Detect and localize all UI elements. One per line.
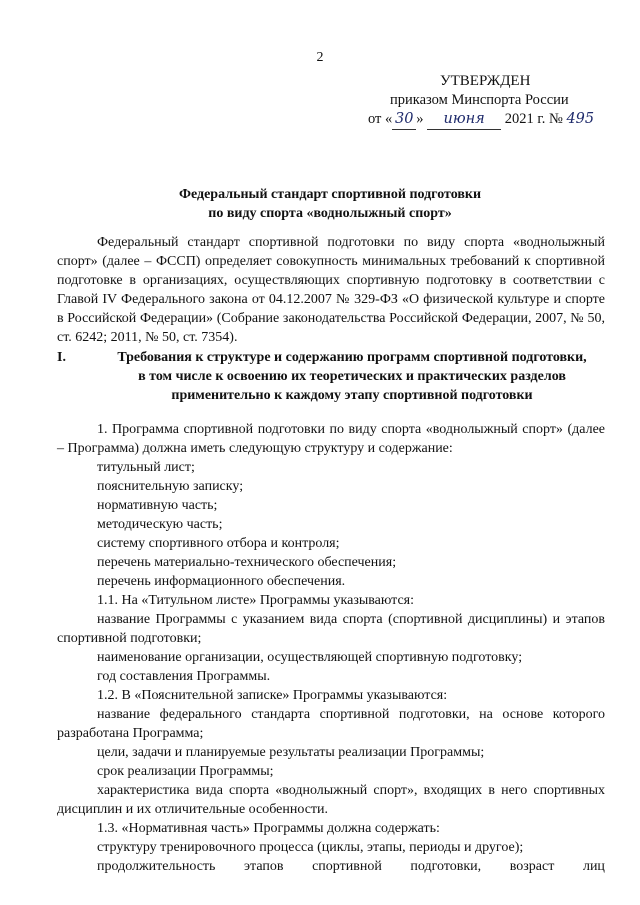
title-line-1: Федеральный стандарт спортивной подготовки (178, 187, 482, 202)
paragraph-1-1-b: наименование организации, осуществляющей спортивную подготовку; (97, 650, 523, 665)
paragraph-1-2: 1.2. В «Пояснительной записке» Программы указываются: (97, 688, 448, 703)
date-prefix: от « (368, 111, 393, 127)
word: этапов (244, 859, 284, 874)
section-title-line-3: применительно к каждому этапу спортивной подготовки (171, 388, 533, 403)
paragraph-1-3-b (57, 857, 605, 876)
structure-item: перечень материально-технического обеспечения; (97, 555, 397, 570)
title-line-2: по виду спорта «воднолыжный спорт» (208, 206, 452, 221)
structure-item: пояснительную записку; (97, 479, 244, 494)
structure-item: систему спортивного отбора и контроля; (97, 536, 340, 551)
date-year: 2021 г. № (504, 111, 563, 127)
word: подготовки, (410, 859, 482, 874)
word: лиц (582, 859, 605, 874)
document-title (60, 185, 600, 223)
structure-item: нормативную часть; (97, 498, 218, 513)
handwritten-month: июня (427, 110, 501, 130)
paragraph-1-3-a: структуру тренировочного процесса (циклы, этапы, периоды и другое); (97, 840, 524, 855)
paragraph-1-3: 1.3. «Нормативная часть» Программы должна содержать: (97, 821, 440, 836)
date-mid: » (416, 111, 424, 127)
approval-block (360, 72, 600, 130)
paragraph-1-1: 1.1. На «Титульном листе» Программы указываются: (97, 593, 414, 608)
approval-order: приказом Минспорта России (390, 92, 569, 108)
structure-item: методическую часть; (97, 517, 223, 532)
paragraph-1-1-a: название Программы с указанием вида спорта (спортивной дисциплины) и этапов спортивной подготовки; (57, 612, 605, 646)
handwritten-order-number: 495 (566, 111, 595, 127)
section-heading (57, 348, 605, 405)
approval-status: УТВЕРЖДЕН (440, 73, 531, 89)
program-requirements (57, 420, 605, 876)
paragraph-1-2-c: срок реализации Программы; (97, 764, 274, 779)
paragraph-1-2-d: характеристика вида спорта «воднолыжный спорт», входящих в него спортивных дисциплин и их отличительные особенности. (57, 783, 605, 817)
paragraph-1-2-b: цели, задачи и планируемые результаты реализации Программы; (97, 745, 485, 760)
handwritten-day: 30 (392, 110, 416, 130)
paragraph-1-2-a: название федерального стандарта спортивной подготовки, на основе которого разработана Программа; (57, 707, 605, 741)
page-number: 2 (316, 50, 324, 65)
approval-date-line (360, 110, 600, 130)
intro-paragraph: Федеральный стандарт спортивной подготовки по виду спорта «воднолыжный спорт» (далее – ФССП) определяет совокупность минимальных требований к спортивной подготовке в организациях, осуществляющих спортивную подготовку в соответствии с Главой IV Федерального закона от 04.12.2007 № 329-ФЗ «О физической культуре и спорте в Российской Федерации» (Собрание законодательства Российской Федерации, 2007, № 50, ст. 6242; 2011, № 50, ст. 7354). (57, 235, 605, 345)
section-title-line-2: в том числе к освоению их теоретических и практических разделов (138, 369, 566, 384)
structure-item: перечень информационного обеспечения. (97, 574, 346, 589)
word: спортивной (312, 859, 382, 874)
word: продолжительность (97, 859, 216, 874)
paragraph-1: 1. Программа спортивной подготовки по виду спорта «воднолыжный спорт» (далее – Программа) должна иметь следующую структуру и содержание: (57, 422, 605, 456)
section-title (99, 348, 605, 405)
structure-item: титульный лист; (97, 460, 195, 475)
paragraph-1-1-c: год составления Программы. (97, 669, 271, 684)
section-number: I. (57, 350, 66, 365)
section-title-line-1: Требования к структуре и содержанию программ спортивной подготовки, (117, 350, 587, 365)
word: возраст (509, 859, 555, 874)
